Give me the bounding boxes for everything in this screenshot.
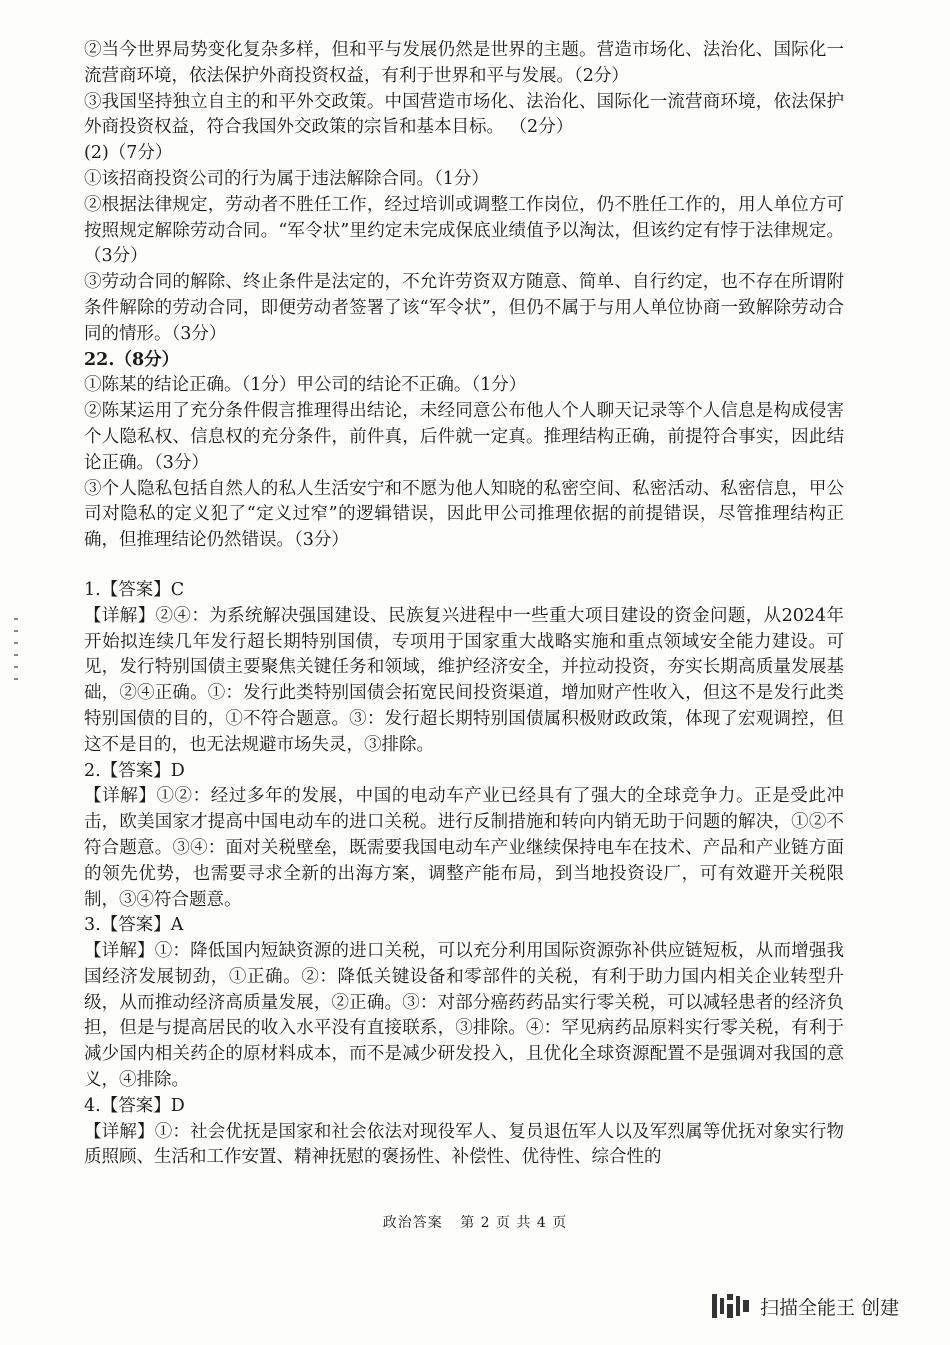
footer-page-number: 第 2 页 共 4 页 <box>460 1215 568 1231</box>
footer-subject: 政治答案 <box>382 1215 443 1231</box>
answer-key-2: 2.【答案】D <box>84 760 185 781</box>
answer-line-p4: ①该招商投资公司的行为属于违法解除合同。（1分） <box>84 168 489 189</box>
answer-line-p10: ③个人隐私包括自然人的私人生活安宁和不愿为他人知晓的私密空间、私密活动、私密信息，甲公司对隐私的定义犯了“定义过窄”的逻辑错误，因此甲公司推理依据的前提错误，尽管推理结构正确，但推理结论仍然错误。（3分） <box>84 478 844 551</box>
answer-key-4: 4.【答案】D <box>84 1095 185 1116</box>
answer-content <box>84 38 844 1171</box>
explanation-4: 【详解】①：社会优抚是国家和社会依法对现役军人、复员退伍军人以及军烈属等优抚对象实行物质照顾、生活和工作安置、精神抚慰的褒扬性、补偿性、优待性、综合性的 <box>84 1121 844 1168</box>
page-footer <box>0 1212 950 1232</box>
answer-key-3: 3.【答案】A <box>84 915 184 936</box>
scanner-watermark <box>712 1292 899 1320</box>
section-heading-2: (2)（7分） <box>84 143 173 164</box>
answer-line-p5: ②根据法律规定，劳动者不胜任工作，经过培训或调整工作岗位，仍不胜任工作的，用人单位方可按照规定解除劳动合同。“军令状”里约定未完成保底业绩值予以淘汰，但该约定有悖于法律规定。（3分） <box>84 194 844 267</box>
answer-line-p9: ②陈某运用了充分条件假言推理得出结论，未经同意公布他人个人聊天记录等个人信息是构成侵害个人隐私权、信息权的充分条件，前件真，后件就一定真。推理结构正确，前提符合事实，因此结论正确。（3分） <box>84 401 844 473</box>
answer-line-p2: ③我国坚持独立自主的和平外交政策。中国营造市场化、法治化、国际化一流营商环境，依法保护外商投资权益，符合我国外交政策的宗旨和基本目标。 （2分） <box>84 91 844 138</box>
answer-line-p8: ①陈某的结论正确。（1分）甲公司的结论不正确。（1分） <box>84 375 527 396</box>
section-spacer <box>84 554 844 578</box>
watermark-text: 扫描全能王 创建 <box>760 1296 900 1319</box>
explanation-1: 【详解】②④：为系统解决强国建设、民族复兴进程中一些重大项目建设的资金问题，从2024年开始拟连续几年发行超长期特别国债，专项用于国家重大战略实施和重点领域安全能力建设。可见，发行特别国债主要聚焦关键任务和领域，维护经济安全，并拉动投资，夯实长期高质量发展基础，②④正确。①：发行此类特别国债会拓宽民间投资渠道，增加财产性收入，但这不是发行此类特别国债的目的，①不符合题意。③：发行超长期特别国债属积极财政政策，体现了宏观调控，但这不是目的，也无法规避市场失灵，③排除。 <box>84 605 844 755</box>
explanation-3: 【详解】①：降低国内短缺资源的进口关税，可以充分利用国际资源弥补供应链短板，从而增强我国经济发展韧劲，①正确。②：降低关键设备和零部件的关税，有利于助力国内相关企业转型升级，从而推动经济高质量发展，②正确。③：对部分癌药药品实行零关税，可以减轻患者的经济负担，但是与提高居民的收入水平没有直接联系，③排除。④：罕见病药品原料实行零关税，有利于减少国内相关药企的原材料成本，而不是减少研发投入，且优化全球资源配置不是强调对我国的意义，④排除。 <box>84 941 844 1091</box>
answer-line-p1: ②当今世界局势变化复杂多样，但和平与发展仍然是世界的主题。营造市场化、法治化、国际化一流营商环境，依法保护外商投资权益，有利于世界和平与发展。（2分） <box>84 40 844 86</box>
camscanner-logo-icon <box>712 1292 752 1320</box>
question-heading-22: 22.（8分） <box>84 349 180 370</box>
answer-line-p6: ③劳动合同的解除、终止条件是法定的，不允许劳资双方随意、简单、自行约定，也不存在所谓附条件解除的劳动合同，即便劳动者签署了该“军令状”，但仍不属于与用人单位协商一致解除劳动合同的情形。（3分） <box>84 272 844 344</box>
margin-marks <box>14 618 20 688</box>
explanation-2: 【详解】①②：经过多年的发展，中国的电动车产业已经具有了强大的全球竞争力。正是受此冲击，欧美国家才提高中国电动车的进口关税。进行反制措施和转向内销无助于问题的解决，①②不符合题意。③④：面对关税壁垒，既需要我国电动车产业继续保持电车在技术、产品和产业链方面的领先优势，也需要寻求全新的出海方案，调整产能布局，到当地投资设厂，可有效避开关税限制，③④符合题意。 <box>84 786 844 910</box>
answer-key-1: 1.【答案】C <box>84 579 185 600</box>
